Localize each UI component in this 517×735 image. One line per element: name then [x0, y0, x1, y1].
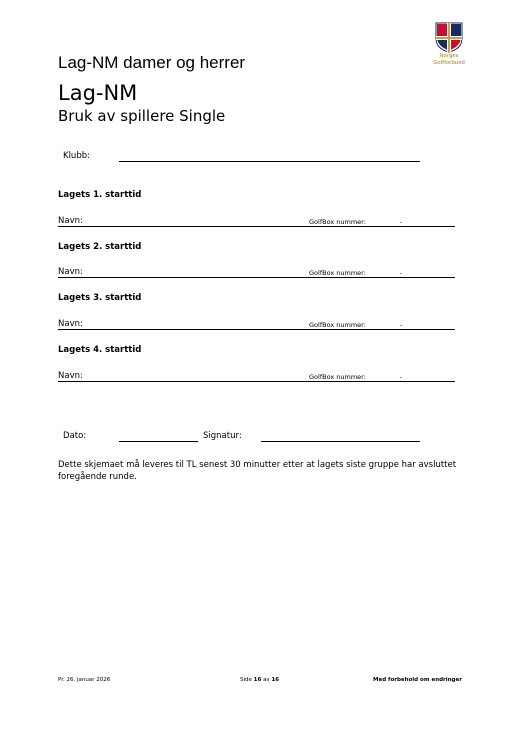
- golfbox-label-4: GolfBox nummer:: [309, 373, 366, 381]
- name-field-1[interactable]: [58, 226, 455, 227]
- section-heading-3: Lagets 3. starttid: [58, 293, 142, 303]
- name-field-2[interactable]: [58, 277, 455, 278]
- footer-disclaimer: Med forbehold om endringer: [373, 677, 462, 683]
- golfbox-label-1: GolfBox nummer:: [309, 218, 366, 226]
- club-field[interactable]: [119, 161, 420, 162]
- golfforbund-logo: [429, 22, 469, 70]
- page-separator: av: [263, 677, 270, 683]
- shield-icon: [435, 22, 463, 53]
- submission-notice: Dette skjemaet må leveres til TL senest 30 minutter etter at lagets siste gruppe har avsluttet foregående runde.: [58, 460, 457, 482]
- golfbox-separator-2: -: [400, 269, 403, 277]
- golfbox-separator-3: -: [400, 321, 403, 329]
- footer-page-number: [240, 677, 279, 683]
- document-title: Lag-NM: [58, 81, 138, 105]
- page-total: 16: [271, 677, 280, 683]
- logo-line-1: Norges: [439, 53, 459, 59]
- name-field-4[interactable]: [58, 381, 455, 382]
- name-label-2: Navn:: [58, 267, 83, 277]
- golfbox-separator-4: -: [400, 373, 403, 381]
- section-heading-4: Lagets 4. starttid: [58, 345, 142, 355]
- section-heading-1: Lagets 1. starttid: [58, 190, 142, 200]
- signature-field[interactable]: [261, 441, 420, 442]
- footer-date: Pr. 26. januar 2026: [58, 677, 111, 683]
- name-field-3[interactable]: [58, 329, 455, 330]
- name-label-1: Navn:: [58, 216, 83, 226]
- document-subtitle: Bruk av spillere Single: [58, 107, 226, 125]
- name-label-3: Navn:: [58, 319, 83, 329]
- date-field[interactable]: [119, 441, 198, 442]
- logo-line-2: Golfforbund: [433, 59, 465, 66]
- date-label: Dato:: [63, 431, 87, 441]
- section-heading-2: Lagets 2. starttid: [58, 242, 142, 252]
- page-prefix: Side: [240, 677, 252, 683]
- signature-label: Signatur:: [203, 431, 242, 441]
- page-current: 16: [253, 677, 262, 683]
- header-title: Lag-NM damer og herrer: [58, 53, 246, 72]
- golfbox-label-2: GolfBox nummer:: [309, 269, 366, 277]
- name-label-4: Navn:: [58, 371, 83, 381]
- club-label: Klubb:: [63, 151, 90, 161]
- golfbox-separator-1: -: [400, 218, 403, 226]
- golfbox-label-3: GolfBox nummer:: [309, 321, 366, 329]
